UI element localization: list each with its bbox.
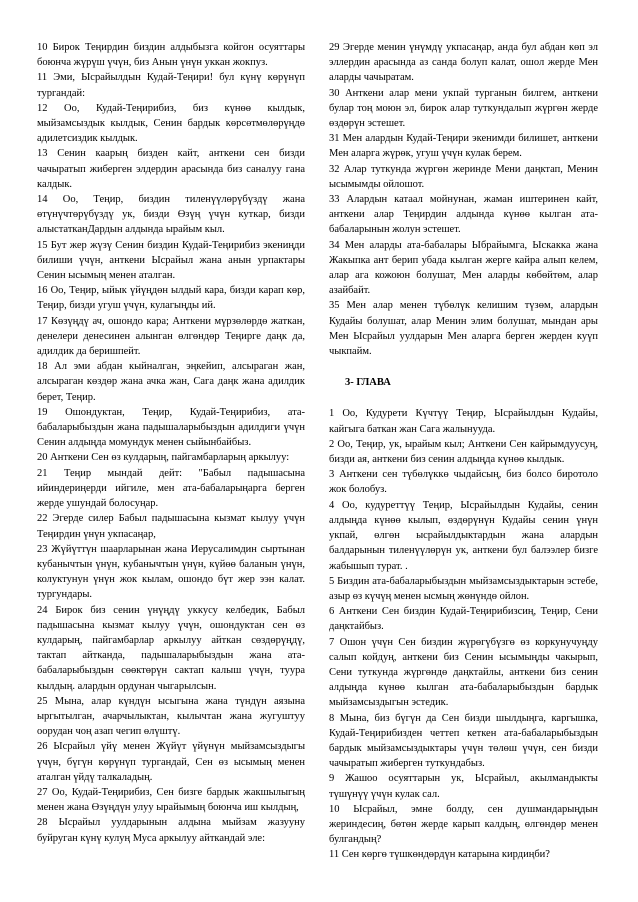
verse: 10 Ысрайыл, эмне болду, сен душмандарыңдын жериндесиң, бөтөн жерде карып калдың, өлгөндөр менен булгандың? [329, 803, 598, 846]
verse: 11 Сен көргө түшкөндөрдүн катарына кирдиңби? [329, 849, 550, 861]
verse: 20 Анткени Сен өз кулдарың, пайгамбарларың аркылуу: [37, 452, 290, 464]
verse: 19 Ошондуктан, Теңир, Кудай-Теңирибиз, ата-бабаларыбыздын жана падышаларыбыздын адилдиги үчүн Сенин алдыңда момундук менен сыйынбайбыз. [37, 406, 305, 449]
verse: 6 Анткени Сен биздин Кудай-Теңирибизсиң, Теңир, Сени даңктайбыз. [329, 606, 598, 633]
verse: 8 Мына, биз бүгүн да Сен бизди шылдыңга, каргышка, Кудай-Теңирибизден четтеп кеткен ата-бабаларыбыздын бардык мыйзамсыздыктары үчүн төлөш үчүн, сен бизди чачыратып жиберген туткундабыз. [329, 712, 598, 770]
verse: 34 Мен аларды ата-бабалары Ыбрайымга, Ыскакка жана Жакыпка ант берип убада кылган жерге кайра алып келем, алар ага кожоюн болушат, Мен аларды көбөйтөм, алар азайбайт. [329, 239, 598, 297]
chapter-heading: 3- ГЛАВА [345, 377, 391, 389]
verse: 27 Оо, Кудай-Теңирибиз, Сен бизге бардык жакшылыгың менен жана Өзүңдүн улуу ырайымың боюнча иш кылдың, [37, 786, 305, 814]
verse: 3 Анткени сен түбөлүккө чыдайсың, биз болсо биротоло жок болобуз. [329, 469, 598, 496]
verse: 16 Оо, Теңир, ыйык үйүңдөн ылдый кара, бизди карап көр, Теңир, бизди угуш үчүн, кулагыңды ий. [37, 285, 305, 312]
verse: 29 Эгерде менин үнүмдү укпасаңар, анда бул абдан көп эл эллердин арасында аз санда болуп калат, ошол жерде Мен аларды чачыратам. [329, 42, 598, 84]
verse: 35 Мен алар менен түбөлүк келишим түзөм, алардын Кудайы болушат, алар Менин элим болушат, мындан ары Мен Ысрайыл уулдарын Мен аларга берген жерден куүп чыкпайм. [329, 300, 598, 358]
verse: 26 Ысрайыл үйү менен Жүйүт үйүнүн мыйзамсыздыгы үчүн, бүгүн көрүнүп тургандай, Сен өз ысымың менен аталган үйдү талкаладың. [37, 741, 305, 783]
verse: 10 Бирок Теңирдин биздин алдыбызга койгон осуяттары боюнча жүрүш үчүн, биз Анын үнүн уккан жокпуз. [37, 42, 305, 69]
verse: 9 Жашоо осуяттарын ук, Ысрайыл, акылмандыкты түшүнүү үчүн кулак сал. [329, 773, 598, 800]
verse: 15 Бут жер жүзү Сенин биздин Кудай-Теңирибиз экениңди билиши үчүн, анткени Ысрайыл жана анын урпактары Сенин ысымың менен аталган. [37, 239, 305, 282]
verse: 21 Теңир мындай дейт: "Бабыл падышасына ийиндериңерди ийгиле, мен ата-бабаларыңарга берген жерде ушундай болосуңар. [37, 467, 305, 510]
verse: 18 Ал эми абдан кыйналган, эңкейип, алсыраган жан, алсыраган көздөр жана ачка жан, Сага даңк жана адилдик берет, Теңир. [37, 361, 305, 403]
verse: 7 Ошон үчүн Сен биздин жүрөгүбүзгө өз коркунучуңду салып койдуң, анткени биз Сенин ысымыңды чакырып, Сени туткунда жүргөндө даңктайлы, анткени биз сенин алдыңда күнөө кылган ата-бабаларыбыздын бардык мыйзамсыздыгын эстедик. [329, 636, 598, 709]
right-column [329, 40, 598, 863]
left-column [37, 40, 305, 846]
verse: 12 Оо, Кудай-Теңирибиз, биз күнөө кылдык, мыйзамсыздык кылдык, Сенин бардык көрсөтмөлөрүңдө адилетсиздик кылдык. [37, 102, 305, 145]
verse: 28 Ысрайыл уулдарынын алдына мыйзам жазууну буйруган күнү кулуң Муса аркылуу айткандай эле: [37, 817, 305, 844]
verse: 1 Оо, Кудурети Күчтүү Теңир, Ысрайылдын Кудайы, кайгыга баткан жан Сага жалынууда. [329, 408, 598, 435]
verse: 5 Биздин ата-бабаларыбыздын мыйзамсыздыктарын эстебе, азыр өз күчүң менен ысмың жөнүндө ойлон. [329, 575, 598, 602]
verse: 25 Мына, алар күндүн ысыгына жана түндүн аязына ыргытылган, ачарчылыктан, кылычтан жана жугуштуу оорудан чоң азап чегип өлүштү. [37, 695, 305, 738]
verse: 23 Жүйүттүн шаарларынан жана Иерусалимдин сыртынан кубанычтын үнүн, кубанычтын үнүн, күйөө баланын үнүн, колуктунун үнүн жок кылам, ошондо бүт жер ээн калат. тургундары. [37, 543, 305, 601]
verse: 2 Оо, Теңир, ук, ырайым кыл; Анткени Сен кайрымдуусуң, бизди ая, анткени биз сенин алдыңда күнөө кылдык. [329, 438, 598, 466]
verse: 22 Эгерде силер Бабыл падышасына кызмат кылуу үчүн Теңирдин үнүн укпасаңар, [37, 513, 305, 540]
verse: 32 Алар туткунда жүргөн жеринде Мени даңктап, Менин ысымымды ойлошот. [329, 163, 598, 190]
verse: 14 Оо, Теңир, биздин тиленүүлөрүбүздү жана өтүнүчтөрүбүздү ук, бизди Өзүң үчүн куткар, бизди алыстатканДардын алдында ырайым кыл. [37, 194, 305, 236]
verse: 17 Көзүңдү ач, ошондо кара; Анткени мүрзөлөрдө жаткан, денелери денесинен алынган өлгөндөр Теңирге даңк да, адилдик да беришпейт. [37, 315, 305, 358]
verse: 24 Бирок биз сенин үнүңдү уккусу келбедик, Бабыл падышасына кызмат кылуу үчүн, ошондуктан сен өз кулдарың, пайгамбарлар аркылуу айткан сөздөрүңдү, тактап айтканда, падышаларыбыздын жана ата-бабаларыбыздын сөөктөрүн сактап калыш үчүн, туура кылдың. алардын ордунан чыгарылсын. [37, 604, 305, 692]
verse: 31 Мен алардын Кудай-Теңири экенимди билишет, анткени Мен аларга жүрөк, угуш үчүн кулак берем. [329, 133, 598, 160]
verse: 4 Оо, кудуреттүү Теңир, Ысрайылдын Кудайы, сенин алдыңда күнөө кылып, өздөрүнүн Кудайы сенин үнүн укпай, өлгөн ысрайылдыктардын жана алардын балдарынын тиленүүлөрүн ук, анткени бул балээлер бизге жабышып турат. . [329, 499, 598, 572]
verse: 33 Алардын катаал мойнунан, жаман иштеринен кайт, анткени алар Теңирдин алдында күнөө кылган ата-бабаларынын жолун эстешет. [329, 194, 598, 236]
verse: 30 Анткени алар мени укпай турганын билгем, анткени булар тоң моюн эл, бирок алар туткундалып жүргөн жерде өздөрүн эстешет. [329, 87, 598, 130]
verse: 11 Эми, Ысрайылдын Кудай-Теңири! бул күнү көрүнүп тургандай: [37, 72, 305, 99]
verse: 13 Сенин каарың бизден кайт, анткени сен бизди чачыратып жиберген элдердин арасында биз саналуу гана калдык. [37, 148, 305, 190]
